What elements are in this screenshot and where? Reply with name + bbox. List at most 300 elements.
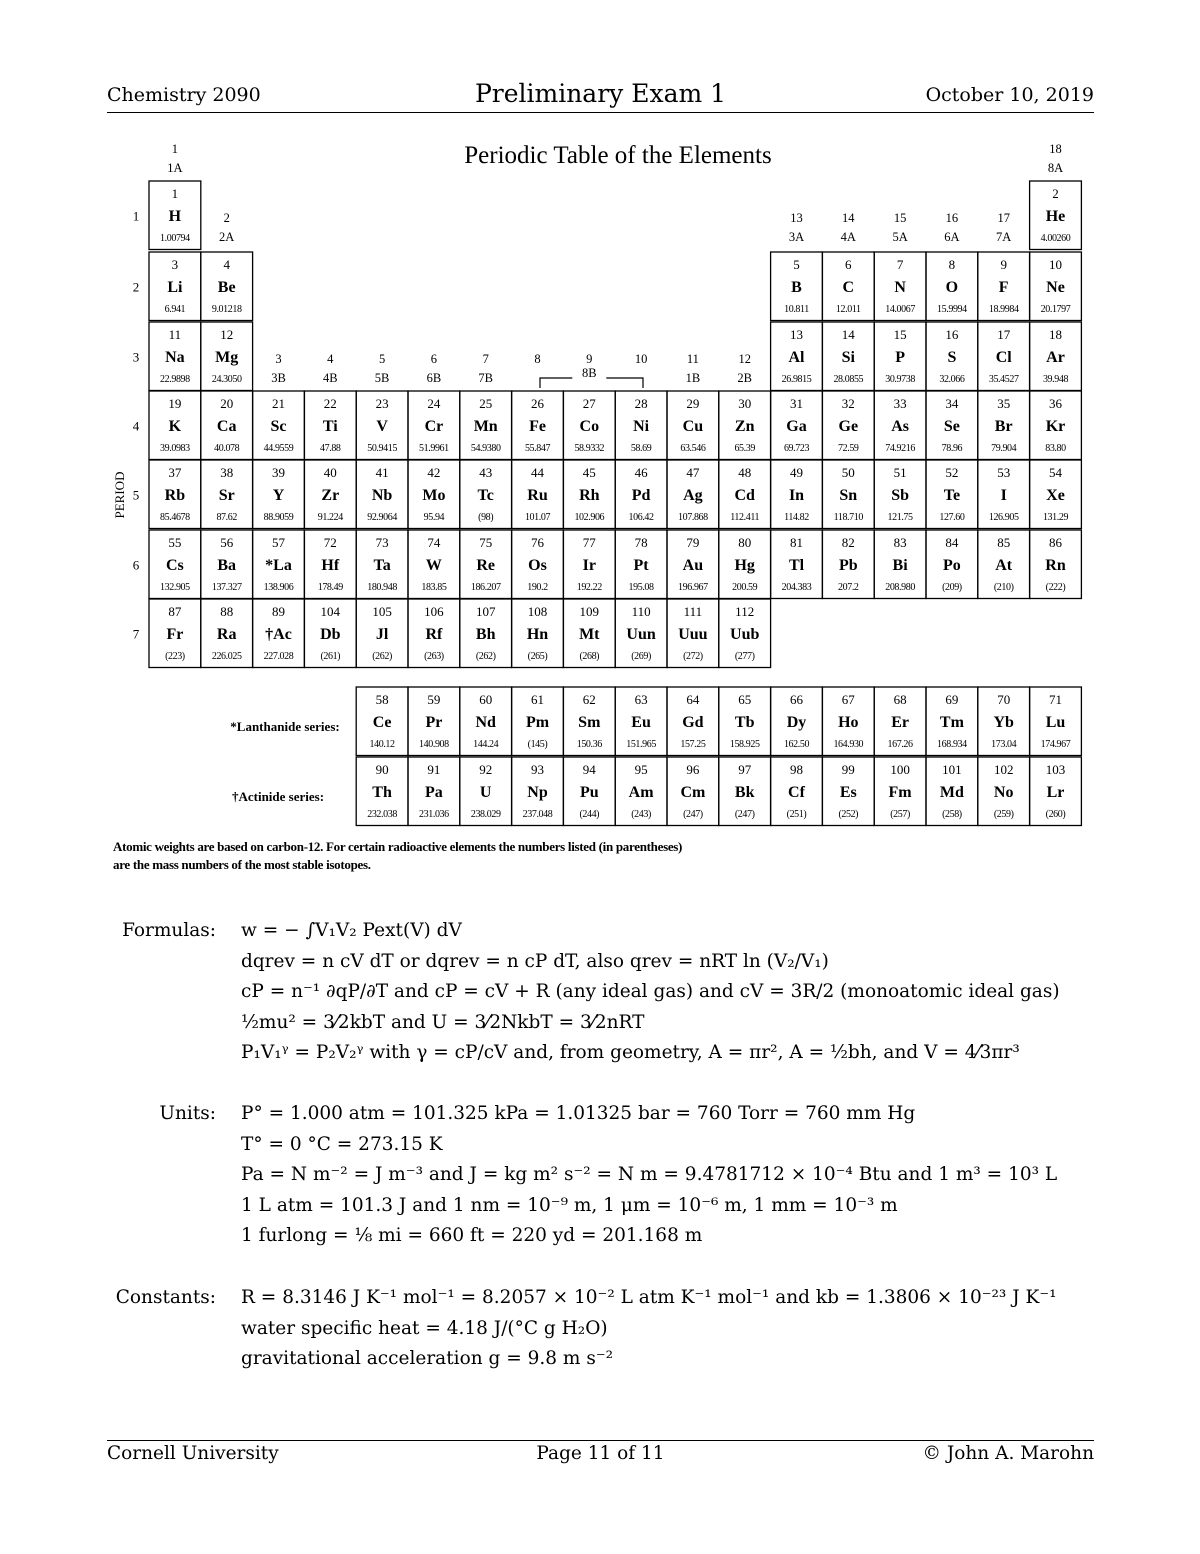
element-cell xyxy=(874,391,926,460)
atomic-mass: 121.75 xyxy=(887,512,913,523)
element-symbol: N xyxy=(894,279,906,296)
element-cell xyxy=(771,252,823,321)
element-symbol: Dy xyxy=(786,714,807,731)
group-number: 14 xyxy=(842,211,855,225)
f-block-cells xyxy=(356,687,1081,826)
atomic-mass: 207.2 xyxy=(838,582,859,593)
atomic-mass: 112.411 xyxy=(730,512,760,523)
element-symbol: Co xyxy=(579,418,600,435)
atomic-mass: 14.0067 xyxy=(885,304,915,315)
element-cell xyxy=(719,757,771,826)
element-symbol: Lu xyxy=(1045,714,1066,731)
element-cell xyxy=(304,599,356,668)
atomic-number: 45 xyxy=(582,465,596,480)
element-symbol: Ta xyxy=(373,557,391,574)
atomic-number: 105 xyxy=(372,604,392,619)
atomic-number: 71 xyxy=(1049,692,1062,707)
atomic-number: 83 xyxy=(893,535,907,550)
atomic-mass: 87.62 xyxy=(216,512,237,523)
atomic-mass: (251) xyxy=(786,809,807,820)
atomic-number: 49 xyxy=(790,465,803,480)
atomic-mass: 78.96 xyxy=(941,443,963,454)
element-symbol: Ra xyxy=(216,626,237,643)
atomic-mass: (259) xyxy=(993,809,1014,820)
atomic-mass: 10.811 xyxy=(784,304,809,315)
element-cell xyxy=(667,757,719,826)
element-cell xyxy=(667,599,719,668)
element-cell xyxy=(149,252,201,321)
atomic-number: 11 xyxy=(168,327,182,342)
group-label: 4B xyxy=(323,371,338,385)
element-cell xyxy=(563,599,615,668)
element-cell xyxy=(563,530,615,599)
atomic-number: 84 xyxy=(945,535,959,550)
element-symbol: Sc xyxy=(270,418,287,435)
atomic-mass: 173.04 xyxy=(991,739,1017,750)
element-symbol: Hn xyxy=(526,626,549,643)
element-symbol: Ar xyxy=(1046,349,1065,366)
atomic-number: 93 xyxy=(531,762,544,777)
element-cell xyxy=(356,530,408,599)
element-cell xyxy=(149,181,201,250)
element-symbol: Sr xyxy=(218,487,235,504)
group-label: 5A xyxy=(892,230,908,244)
formulas-label: Formulas: xyxy=(122,920,216,941)
element-cell xyxy=(149,599,201,668)
element-cell xyxy=(356,460,408,529)
atomic-weight-note xyxy=(113,838,813,874)
atomic-mass: 195.08 xyxy=(628,582,654,593)
element-symbol: Ne xyxy=(1046,279,1065,296)
element-cell xyxy=(771,757,823,826)
element-symbol: Ni xyxy=(633,418,650,435)
atomic-number: 100 xyxy=(890,762,910,777)
unit-line: T° = 0 °C = 273.15 K xyxy=(241,1133,443,1155)
atomic-number: 12 xyxy=(220,327,234,342)
element-symbol: Rn xyxy=(1045,557,1066,574)
group-label: 8A xyxy=(1047,161,1064,175)
atomic-number: 23 xyxy=(375,396,389,411)
atomic-mass: 138.906 xyxy=(263,582,294,593)
group-label: 1A xyxy=(167,161,183,175)
element-symbol: Se xyxy=(943,418,960,435)
element-symbol: Uub xyxy=(730,626,760,643)
element-symbol: Am xyxy=(628,784,654,801)
atomic-number: 89 xyxy=(272,604,285,619)
element-cell xyxy=(719,599,771,668)
group-label: 3A xyxy=(788,230,805,244)
element-cell xyxy=(304,391,356,460)
formula-line: dqrev = n cV dT or dqrev = n cP dT, also qrev = nRT ln (V₂/V₁) xyxy=(241,950,829,972)
formula-line: cP = n⁻¹ ∂qP/∂T and cP = cV + R (any ideal gas) and cV = 3R/2 (monoatomic ideal gas) xyxy=(241,981,1060,1002)
atomic-mass: (257) xyxy=(890,809,910,820)
element-symbol: Na xyxy=(165,349,185,366)
element-cell xyxy=(356,391,408,460)
element-symbol: Ge xyxy=(838,418,859,435)
element-cell xyxy=(1030,322,1082,391)
atomic-number: 39 xyxy=(272,465,285,480)
atomic-number: 92 xyxy=(479,762,493,777)
periodic-table-title: Periodic Table of the Elements xyxy=(464,142,772,169)
atomic-mass: 69.723 xyxy=(783,443,810,454)
page-number: Page 11 of 11 xyxy=(536,1443,665,1464)
element-cell xyxy=(201,322,253,391)
atomic-mass: (260) xyxy=(1045,809,1066,820)
atomic-number: 52 xyxy=(945,465,959,480)
element-cell xyxy=(978,757,1030,826)
element-symbol: Bk xyxy=(734,784,755,801)
atomic-number: 48 xyxy=(738,465,752,480)
atomic-number: 81 xyxy=(790,535,803,550)
element-cell xyxy=(926,687,978,756)
element-cell xyxy=(874,322,926,391)
atomic-mass: 208.980 xyxy=(885,582,915,593)
atomic-mass: 226.025 xyxy=(211,651,242,662)
atomic-number: 88 xyxy=(220,604,234,619)
element-cell xyxy=(615,687,667,756)
group-number: 6 xyxy=(430,352,438,366)
atomic-mass: (252) xyxy=(838,809,859,820)
element-symbol: W xyxy=(425,557,442,574)
period-axis-label: PERIOD xyxy=(112,471,127,519)
atomic-mass: 137.327 xyxy=(211,582,242,593)
atomic-mass: 39.0983 xyxy=(160,443,190,454)
element-cell xyxy=(874,757,926,826)
element-cell xyxy=(201,530,253,599)
element-cell xyxy=(253,530,305,599)
group-number: 9 xyxy=(586,352,593,366)
atomic-mass: 9.01218 xyxy=(211,304,242,315)
element-cell xyxy=(408,460,460,529)
element-symbol: Pa xyxy=(425,784,443,801)
atomic-number: 30 xyxy=(738,396,752,411)
element-symbol: Y xyxy=(272,487,285,504)
element-cell xyxy=(460,391,512,460)
atomic-mass: (265) xyxy=(527,651,548,662)
group-number: 8 xyxy=(534,352,541,366)
atomic-number: 76 xyxy=(531,535,544,550)
element-symbol: B xyxy=(791,279,802,296)
atomic-number: 74 xyxy=(427,535,441,550)
atomic-mass: 12.011 xyxy=(835,304,861,315)
note-line: are the mass numbers of the most stable isotopes. xyxy=(113,857,371,872)
atomic-mass: 204.383 xyxy=(781,582,812,593)
element-cell xyxy=(460,530,512,599)
constant-line: R = 8.3146 J K⁻¹ mol⁻¹ = 8.2057 × 10⁻² L atm K⁻¹ mol⁻¹ and kb = 1.3806 × 10⁻²³ J K⁻¹ xyxy=(241,1287,1057,1308)
element-cell xyxy=(771,460,823,529)
atomic-number: 8 xyxy=(948,257,956,272)
atomic-number: 46 xyxy=(634,465,648,480)
atomic-number: 14 xyxy=(841,327,855,342)
element-symbol: Cr xyxy=(424,418,444,435)
atomic-mass: (263) xyxy=(424,651,444,662)
atomic-mass: 72.59 xyxy=(838,443,859,454)
atomic-mass: 44.9559 xyxy=(263,443,294,454)
atomic-mass: 47.88 xyxy=(320,443,341,454)
unit-line: Pa = N m⁻² = J m⁻³ and J = kg m² s⁻² = N m = 9.4781712 × 10⁻⁴ Btu and 1 m³ = 10³ L xyxy=(241,1164,1058,1185)
atomic-mass: 157.25 xyxy=(680,739,706,750)
element-cell xyxy=(667,530,719,599)
element-cell xyxy=(978,530,1030,599)
atomic-mass: (268) xyxy=(579,651,600,662)
group-number: 1 xyxy=(171,142,179,156)
element-cell xyxy=(926,322,978,391)
element-cell xyxy=(356,599,408,668)
element-cell xyxy=(874,460,926,529)
group-label: 4A xyxy=(840,230,856,244)
atomic-number: 111 xyxy=(683,604,703,619)
element-cell xyxy=(304,530,356,599)
atomic-number: 101 xyxy=(942,762,962,777)
atomic-number: 16 xyxy=(945,327,959,342)
atomic-number: 27 xyxy=(582,396,596,411)
constants-label: Constants: xyxy=(115,1287,216,1308)
institution: Cornell University xyxy=(107,1443,279,1464)
element-cell xyxy=(1030,530,1082,599)
atomic-mass: 50.9415 xyxy=(367,443,397,454)
atomic-number: 94 xyxy=(582,762,596,777)
atomic-mass: 39.948 xyxy=(1042,374,1069,385)
page-footer xyxy=(107,1443,1094,1473)
element-symbol: Md xyxy=(939,784,964,801)
element-symbol: Tm xyxy=(939,714,964,731)
element-symbol: Uuu xyxy=(678,626,708,643)
atomic-mass: 102.906 xyxy=(574,512,605,523)
atomic-number: 17 xyxy=(997,327,1011,342)
element-cell xyxy=(822,322,874,391)
element-symbol: Te xyxy=(943,487,961,504)
atomic-mass: 126.905 xyxy=(988,512,1019,523)
unit-line: P° = 1.000 atm = 101.325 kPa = 1.01325 bar = 760 Torr = 760 mm Hg xyxy=(241,1103,916,1124)
element-cell xyxy=(149,322,201,391)
element-cell xyxy=(1030,391,1082,460)
atomic-number: 40 xyxy=(323,465,337,480)
group-label: 2B xyxy=(737,371,752,385)
atomic-number: 97 xyxy=(738,762,752,777)
atomic-mass: 4.00260 xyxy=(1040,233,1071,244)
group-number: 2 xyxy=(223,211,230,225)
formula-line: P₁V₁ᵞ = P₂V₂ᵞ with γ = cP/cV and, from geometry, A = πr², A = ½bh, and V = 4⁄3πr³ xyxy=(241,1042,1020,1063)
group-number: 15 xyxy=(893,211,907,225)
atomic-mass: 92.9064 xyxy=(367,512,397,523)
atomic-number: 54 xyxy=(1049,465,1062,480)
group-number: 17 xyxy=(997,211,1010,225)
element-cell xyxy=(615,460,667,529)
period-number: 5 xyxy=(132,487,140,503)
element-symbol: Pt xyxy=(633,557,649,574)
atomic-number: 67 xyxy=(841,692,855,707)
atomic-mass: 106.42 xyxy=(628,512,654,523)
group-label: 2A xyxy=(219,230,235,244)
element-cell xyxy=(460,599,512,668)
atomic-mass: (244) xyxy=(579,809,600,820)
atomic-number: 31 xyxy=(790,396,803,411)
element-symbol: Rh xyxy=(579,487,600,504)
atomic-number: 2 xyxy=(1052,186,1059,201)
element-symbol: Er xyxy=(891,714,909,731)
element-cell xyxy=(822,530,874,599)
element-symbol: I xyxy=(1000,487,1007,504)
element-cell xyxy=(1030,181,1082,250)
element-cell xyxy=(719,687,771,756)
atomic-mass: 107.868 xyxy=(678,512,708,523)
element-symbol: Mo xyxy=(422,487,446,504)
element-symbol: Bi xyxy=(892,557,908,574)
element-cell xyxy=(926,757,978,826)
atomic-mass: 22.9898 xyxy=(160,374,190,385)
atomic-number: 65 xyxy=(738,692,752,707)
unit-line: 1 furlong = ⅛ mi = 660 ft = 220 yd = 201.168 m xyxy=(241,1225,703,1246)
atomic-number: 43 xyxy=(479,465,493,480)
group-number: 10 xyxy=(634,352,648,366)
atomic-number: 78 xyxy=(634,535,648,550)
atomic-mass: 144.24 xyxy=(473,739,499,750)
atomic-number: 4 xyxy=(223,257,230,272)
element-symbol: Si xyxy=(841,349,855,366)
atomic-number: 10 xyxy=(1049,257,1062,272)
atomic-mass: 6.941 xyxy=(164,304,186,315)
element-symbol: Db xyxy=(320,626,341,643)
element-cell xyxy=(978,391,1030,460)
element-symbol: †Ac xyxy=(265,626,292,643)
atomic-number: 9 xyxy=(1000,257,1007,272)
group-number: 18 xyxy=(1049,142,1062,156)
element-symbol: Sb xyxy=(891,487,909,504)
atomic-number: 3 xyxy=(171,257,179,272)
atomic-number: 85 xyxy=(997,535,1011,550)
atomic-number: 18 xyxy=(1049,327,1062,342)
atomic-mass: 114.82 xyxy=(784,512,809,523)
atomic-mass: 150.36 xyxy=(576,739,602,750)
element-cell xyxy=(563,460,615,529)
element-symbol: Fm xyxy=(888,784,912,801)
element-cell xyxy=(512,460,564,529)
atomic-number: 102 xyxy=(993,762,1014,777)
course-name: Chemistry 2090 xyxy=(107,84,261,106)
atomic-number: 21 xyxy=(272,396,285,411)
element-symbol: Pd xyxy=(631,487,651,504)
group-label: 7A xyxy=(996,230,1012,244)
atomic-mass: 127.60 xyxy=(939,512,965,523)
element-symbol: Mg xyxy=(215,349,239,366)
atomic-number: 24 xyxy=(427,396,441,411)
exam-title: Preliminary Exam 1 xyxy=(474,79,727,108)
element-cell xyxy=(667,391,719,460)
group-label: 3B xyxy=(271,371,286,385)
atomic-mass: 164.930 xyxy=(833,739,864,750)
atomic-number: 35 xyxy=(997,396,1011,411)
atomic-mass: (222) xyxy=(1045,582,1066,593)
atomic-number: 22 xyxy=(323,396,337,411)
element-cell xyxy=(304,460,356,529)
period-number: 1 xyxy=(132,208,140,224)
atomic-number: 61 xyxy=(531,692,544,707)
element-symbol: Eu xyxy=(631,714,651,731)
element-symbol: Pu xyxy=(579,784,599,801)
element-symbol: Po xyxy=(943,557,961,574)
atomic-mass: (98) xyxy=(478,512,494,523)
element-symbol: Cm xyxy=(680,784,706,801)
atomic-mass: 91.224 xyxy=(317,512,343,523)
element-cell xyxy=(512,530,564,599)
element-cell xyxy=(201,391,253,460)
atomic-mass: 162.50 xyxy=(783,739,810,750)
element-symbol: Tl xyxy=(788,557,805,574)
period-number: 2 xyxy=(132,279,140,295)
element-cell xyxy=(822,687,874,756)
element-cell xyxy=(719,391,771,460)
atomic-number: 36 xyxy=(1049,396,1062,411)
element-symbol: No xyxy=(993,784,1014,801)
element-cell xyxy=(978,322,1030,391)
element-symbol: Cf xyxy=(788,784,805,801)
element-cell xyxy=(408,391,460,460)
element-symbol: Tc xyxy=(477,487,494,504)
group-label: 8B xyxy=(582,366,597,380)
atomic-number: 68 xyxy=(893,692,907,707)
element-cell xyxy=(512,391,564,460)
element-cell xyxy=(408,530,460,599)
element-symbol: H xyxy=(168,208,182,225)
element-symbol: Uun xyxy=(626,626,656,643)
element-symbol: Cl xyxy=(995,349,1012,366)
period-number: 7 xyxy=(132,626,140,642)
atomic-mass: (145) xyxy=(527,739,548,750)
atomic-number: 5 xyxy=(793,257,800,272)
element-symbol: Hg xyxy=(734,557,755,574)
atomic-mass: (209) xyxy=(942,582,962,593)
atomic-mass: 180.948 xyxy=(367,582,397,593)
element-symbol: Be xyxy=(217,279,236,296)
element-symbol: Th xyxy=(372,784,392,801)
element-symbol: Re xyxy=(476,557,496,574)
atomic-number: 69 xyxy=(945,692,959,707)
element-cell xyxy=(356,757,408,826)
group-number: 16 xyxy=(945,211,959,225)
formula-line: w = − ∫V₁V₂ Pext(V) dV xyxy=(241,920,462,941)
atomic-mass: (247) xyxy=(734,809,755,820)
element-symbol: Sm xyxy=(578,714,601,731)
element-symbol: P xyxy=(895,349,905,366)
group-number: 5 xyxy=(378,352,386,366)
element-cell xyxy=(512,757,564,826)
element-cell xyxy=(563,687,615,756)
atomic-number: 96 xyxy=(686,762,700,777)
element-symbol: Pb xyxy=(838,557,858,574)
atomic-mass: 26.9815 xyxy=(781,374,812,385)
group-label: 6B xyxy=(426,371,442,385)
element-cell xyxy=(253,599,305,668)
atomic-mass: 151.965 xyxy=(626,739,656,750)
atomic-mass: 140.908 xyxy=(419,739,449,750)
atomic-mass: (261) xyxy=(320,651,341,662)
element-symbol: Ru xyxy=(527,487,548,504)
atomic-number: 42 xyxy=(427,465,441,480)
atomic-mass: 200.59 xyxy=(732,582,758,593)
element-cell xyxy=(667,687,719,756)
atomic-number: 62 xyxy=(582,692,596,707)
atomic-mass: 88.9059 xyxy=(263,512,294,523)
atomic-mass: 18.9984 xyxy=(988,304,1019,315)
element-symbol: Cu xyxy=(682,418,704,435)
element-cell xyxy=(512,599,564,668)
atomic-number: 90 xyxy=(375,762,389,777)
element-symbol: Mn xyxy=(473,418,498,435)
atomic-number: 104 xyxy=(320,604,341,619)
element-symbol: Jl xyxy=(375,626,389,643)
atomic-mass: (269) xyxy=(631,651,651,662)
atomic-mass: 79.904 xyxy=(991,443,1017,454)
